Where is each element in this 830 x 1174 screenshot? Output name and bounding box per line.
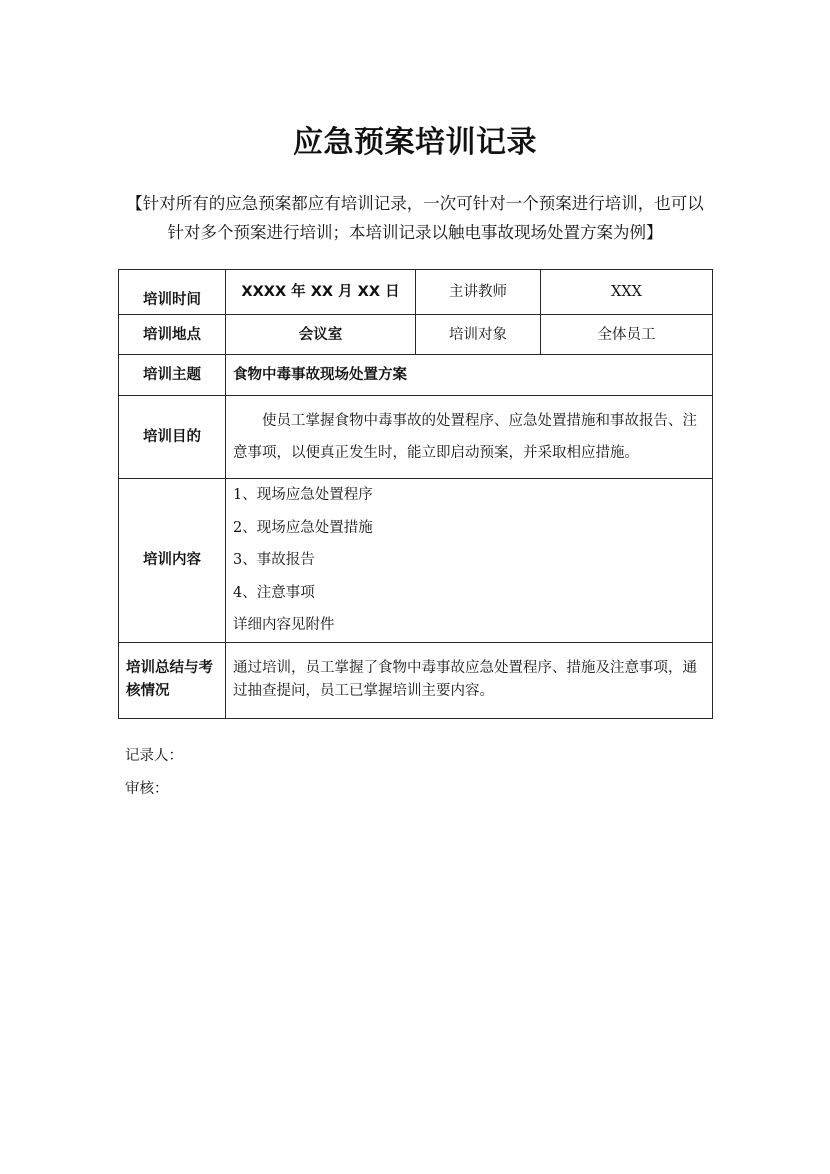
training-location-value: 会议室 xyxy=(226,315,416,355)
content-item: 详细内容见附件 xyxy=(233,617,335,633)
training-time-value: XXXX 年 XX 月 XX 日 xyxy=(226,270,416,315)
instructor-label: 主讲教师 xyxy=(416,270,541,315)
reviewer-label: 审核： xyxy=(125,781,169,797)
training-content-list xyxy=(226,479,713,643)
training-summary-text xyxy=(226,642,713,718)
content-item: 2、现场应急处置措施 xyxy=(233,519,373,536)
summary-line-1: 通过培训，员工掌握了食物中毒事故应急处置程序、措施及注意事项，通 xyxy=(233,660,697,676)
training-topic-value: 食物中毒事故现场处置方案 xyxy=(226,355,713,396)
content-item: 3、事故报告 xyxy=(233,552,315,568)
training-location-label: 培训地点 xyxy=(119,315,226,355)
content-item: 4、注意事项 xyxy=(233,584,315,601)
row-training-topic xyxy=(119,355,713,396)
training-topic-label: 培训主题 xyxy=(119,355,226,396)
audience-label: 培训对象 xyxy=(416,315,541,355)
page-subtitle xyxy=(0,189,830,247)
row-training-content xyxy=(119,479,713,643)
training-summary-label: 培训总结与考核情况 xyxy=(119,642,226,718)
training-purpose-label: 培训目的 xyxy=(119,396,226,479)
subtitle-line-1: 【针对所有的应急预案都应有培训记录，一次可针对一个预案进行培训，也可以 xyxy=(126,194,704,213)
content-item: 1、现场应急处置程序 xyxy=(233,487,373,503)
training-purpose-text xyxy=(226,396,713,479)
summary-line-2: 过抽查提问，员工已掌握培训主要内容。 xyxy=(233,683,494,699)
training-record-table xyxy=(118,269,713,719)
row-training-summary xyxy=(119,642,713,718)
training-time-label: 培训时间 xyxy=(119,270,226,315)
audience-value: 全体员工 xyxy=(541,315,713,355)
purpose-line-2: 意事项，以便真正发生时，能立即启动预案，并采取相应措施。 xyxy=(233,445,639,461)
training-content-label: 培训内容 xyxy=(119,479,226,643)
recorder-label: 记录人： xyxy=(125,748,183,764)
row-training-location xyxy=(119,315,713,355)
row-training-purpose xyxy=(119,396,713,479)
subtitle-line-2: 针对多个预案进行培训；本培训记录以触电事故现场处置方案为例】 xyxy=(167,223,663,242)
instructor-value: XXX xyxy=(541,270,713,315)
purpose-line-1: 使员工掌握食物中毒事故的处置程序、应急处置措施和事故报告、注 xyxy=(262,413,697,429)
page-title: 应急预案培训记录 xyxy=(293,125,537,160)
row-training-time xyxy=(119,270,713,315)
